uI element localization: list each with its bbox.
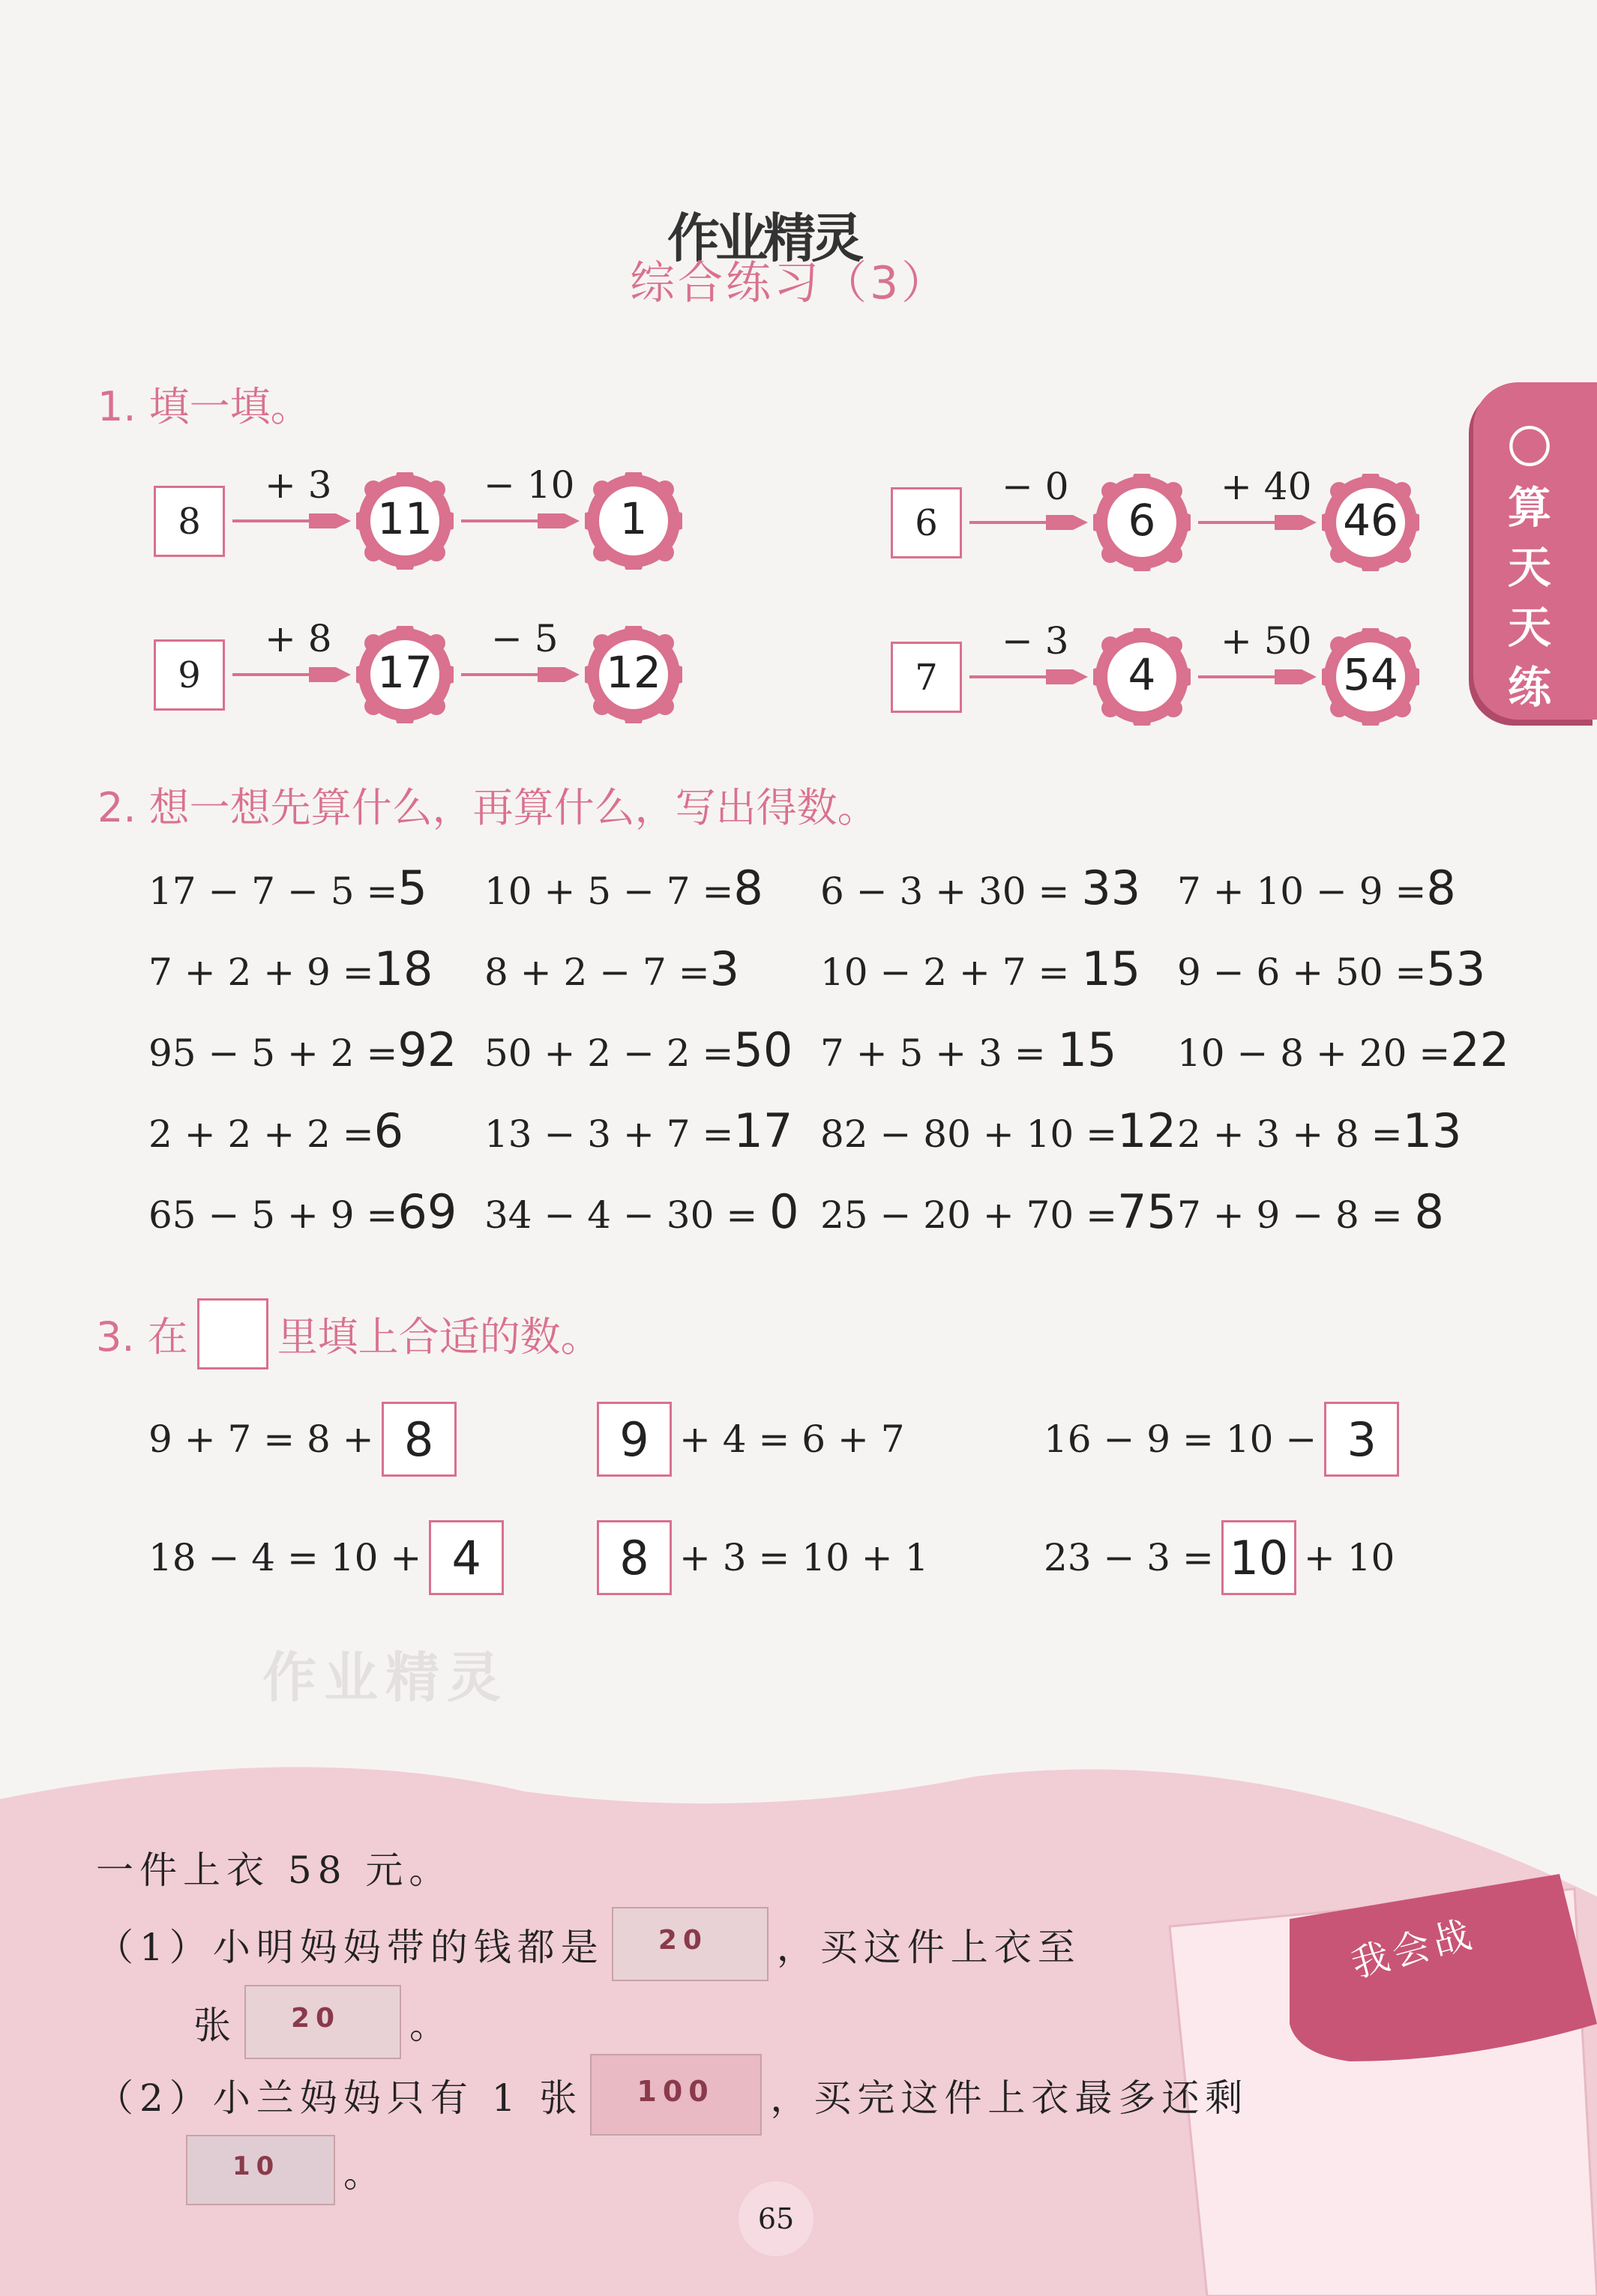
equation: 95 − 5 + 2 =92 [148, 1022, 457, 1077]
banknote-100-icon: 100 [590, 2054, 763, 2136]
problem-2: （2）小兰妈妈只有 1 张 100 ，买完这件上衣最多还剩 [96, 2054, 1248, 2136]
equation: 13 − 3 + 7 =17 [484, 1103, 793, 1158]
equation: 10 − 8 + 20 =22 [1177, 1022, 1510, 1077]
equation: 34 − 4 − 30 = 0 [484, 1184, 799, 1239]
problem-2-cont: 10 。 [186, 2135, 387, 2206]
op-label: − 3 [1002, 619, 1069, 663]
fill-item: 16 − 9 = 10 − 3 [1044, 1402, 1399, 1477]
logo-text: 作业精灵 [667, 208, 859, 269]
equation: 2 + 3 + 8 =13 [1177, 1103, 1462, 1158]
answer-number: 46 [1343, 495, 1398, 546]
op-label: + 50 [1221, 619, 1312, 663]
equation: 7 + 5 + 3 = 15 [820, 1022, 1117, 1077]
answer-number: 4 [1128, 649, 1156, 700]
start-box: 6 [891, 487, 962, 558]
equation: 6 − 3 + 30 = 33 [820, 861, 1141, 915]
banknote-10-icon: 10 [186, 2135, 336, 2206]
op-label: + 40 [1221, 465, 1312, 508]
problem-1: （1）小明妈妈带的钱都是 20 ，买这件上衣至 [96, 1907, 1081, 1982]
side-tab-char: 算 [1507, 482, 1551, 533]
equation: 10 + 5 − 7 =8 [484, 861, 763, 915]
equation: 9 − 6 + 50 =53 [1177, 941, 1486, 996]
equation: 65 − 5 + 9 =69 [148, 1184, 457, 1239]
op-label: − 0 [1002, 465, 1069, 508]
equation: 7 + 10 − 9 =8 [1177, 861, 1456, 915]
start-box: 9 [154, 639, 225, 711]
start-box: 7 [891, 642, 962, 713]
side-tab-char: 天 [1507, 602, 1551, 653]
answer-box: 8 [382, 1402, 457, 1477]
op-label: − 5 [491, 617, 559, 660]
op-label: + 8 [265, 617, 332, 660]
equation: 7 + 2 + 9 =18 [148, 941, 433, 996]
equation: 50 + 2 − 2 =50 [484, 1022, 793, 1077]
answer-number: 11 [377, 493, 433, 544]
watermark: 作业精灵 [262, 1646, 509, 1709]
side-tab-char: 天 [1507, 542, 1551, 593]
banknote-20-icon: 20 [244, 1985, 402, 2060]
section-3-label [96, 1298, 601, 1370]
equation: 7 + 9 − 8 = 8 [1177, 1184, 1444, 1239]
op-label: + 3 [265, 463, 332, 507]
page-number: 65 [739, 2181, 813, 2256]
equation: 8 + 2 − 7 =3 [484, 941, 740, 996]
section-1-label: 1. 填一填。 [97, 383, 311, 430]
start-box: 8 [154, 486, 225, 557]
problem-intro: 一件上衣 58 元。 [96, 1848, 453, 1892]
answer-box: 3 [1324, 1402, 1399, 1477]
equation-grid [148, 861, 1510, 1280]
side-tab-char: 练 [1507, 662, 1551, 713]
fill-item: 23 − 3 = 10 + 10 [1044, 1520, 1395, 1595]
label-text: 3. 在 [96, 1313, 188, 1361]
answer-number: 12 [606, 647, 661, 698]
chain-1 [154, 463, 903, 585]
banknote-20-icon: 20 [612, 1907, 769, 1982]
empty-box-icon [197, 1298, 268, 1370]
chain-4 [891, 619, 1491, 741]
answer-number: 54 [1343, 649, 1398, 700]
section-2-label: 2. 想一想先算什么，再算什么，写出得数。 [97, 784, 878, 831]
answer-box: 4 [429, 1520, 504, 1595]
equation: 2 + 2 + 2 =6 [148, 1103, 404, 1158]
equation: 17 − 7 − 5 =5 [148, 861, 427, 915]
corner-tab-label: 我会战 [1347, 1911, 1480, 1986]
fill-item: 18 − 4 = 10 + 4 [148, 1520, 504, 1595]
equation: 82 − 80 + 10 =12 [820, 1103, 1176, 1158]
equation: 25 − 20 + 70 =75 [820, 1184, 1176, 1239]
fill-item: 9 + 4 = 6 + 7 [597, 1402, 905, 1477]
side-tab-char: 〇 [1507, 422, 1551, 473]
fill-item: 8 + 3 = 10 + 1 [597, 1520, 928, 1595]
answer-number: 1 [619, 493, 648, 544]
answer-box: 10 [1221, 1520, 1296, 1595]
answer-number: 17 [377, 647, 433, 698]
equation: 10 − 2 + 7 = 15 [820, 941, 1141, 996]
answer-box: 9 [597, 1402, 672, 1477]
op-label: − 10 [484, 463, 575, 507]
page-title: 综合练习（3） [630, 257, 950, 310]
answer-box: 8 [597, 1520, 672, 1595]
answer-number: 6 [1128, 495, 1156, 546]
problem-1-cont: 张 20 。 [193, 1985, 453, 2060]
chain-2 [891, 465, 1491, 586]
fill-item: 9 + 7 = 8 + 8 [148, 1402, 457, 1477]
side-tab [1473, 382, 1597, 720]
chain-3 [154, 617, 903, 738]
label-text: 里填上合适的数。 [277, 1313, 601, 1361]
